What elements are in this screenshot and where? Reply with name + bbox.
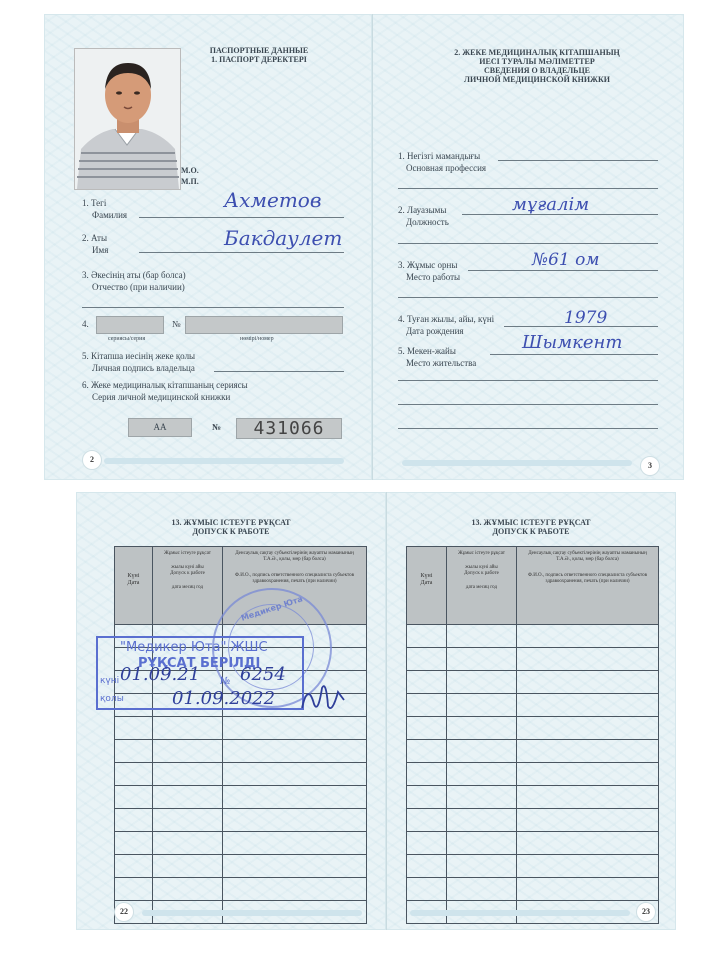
table-cell — [447, 809, 517, 832]
table-cell — [407, 878, 447, 901]
table-cell — [407, 763, 447, 786]
page-2 — [44, 14, 372, 480]
col-permit-date-ru: дата месяц год — [171, 585, 204, 590]
birthdate-ru-label: Дата рождения — [406, 326, 464, 336]
bottom-spread-gutter — [386, 492, 387, 930]
surname-ru-label: Фамилия — [92, 210, 128, 220]
col-specialist-ru: Ф.И.О., подпись ответственного специалиста субъектов здравоохранения, печать (при наличии) — [528, 573, 647, 584]
passport-number-box — [185, 316, 343, 334]
page-footer-band — [142, 910, 362, 916]
col-date-kz: Күні — [420, 573, 433, 579]
page-header-line4: ЛИЧНОЙ МЕДИЦИНСКОЙ КНИЖКИ — [463, 75, 610, 84]
table-cell — [407, 855, 447, 878]
profession-line-2 — [398, 188, 658, 189]
signature-ru-label: Личная подпись владельца — [92, 363, 195, 373]
table-cell — [153, 763, 223, 786]
table-cell — [517, 694, 659, 717]
table-cell — [407, 809, 447, 832]
table-cell — [153, 855, 223, 878]
book-series-kz-label: 6. Жеке медициналық кітапшаның сериясы — [82, 380, 248, 390]
table-cell — [447, 648, 517, 671]
residence-kz-label: 5. Мекен-жайы — [398, 346, 456, 356]
patronymic-line — [82, 307, 344, 308]
round-stamp-text: Медикер Юта — [239, 594, 304, 623]
profession-kz-label: 1. Негізгі мамандығы — [398, 151, 481, 161]
table-cell — [447, 832, 517, 855]
page-3 — [372, 14, 684, 480]
table-cell — [115, 878, 153, 901]
col-permit-ru: Допуск к работе — [170, 571, 205, 576]
patronymic-ru-label: Отчество (при наличии) — [92, 282, 185, 292]
passport-series-box — [96, 316, 164, 334]
table-cell — [517, 740, 659, 763]
stamp-no-value: 6254 — [240, 664, 286, 685]
signature-scribble-icon — [298, 678, 348, 718]
table-cell — [447, 878, 517, 901]
table-cell — [447, 694, 517, 717]
page-header-ru: ДОПУСК К РАБОТЕ — [492, 527, 570, 536]
birthdate-value: 1979 — [564, 308, 608, 328]
table-cell — [223, 740, 367, 763]
table-cell — [407, 648, 447, 671]
table-cell — [153, 786, 223, 809]
name-line — [139, 252, 344, 253]
table-cell — [407, 625, 447, 648]
page-header-ru: ДОПУСК К РАБОТЕ — [192, 527, 270, 536]
workplace-kz-label: 3. Жұмыс орны — [398, 260, 458, 270]
table-cell — [115, 763, 153, 786]
table-cell — [517, 717, 659, 740]
table-cell — [517, 855, 659, 878]
table-cell — [115, 832, 153, 855]
table-cell — [223, 717, 367, 740]
table-cell — [447, 786, 517, 809]
stamp-sign-value: 01.09.2022 — [172, 688, 276, 709]
stamp-day-value: 01.09.21 — [120, 664, 201, 685]
col-permit-header — [153, 547, 223, 625]
stamp-line-1: "Медикер Юта" ЖШС — [120, 640, 268, 655]
col-specialist-kz: Денсаулық сақтау субъектілерінің жауапты маманының Т.А.Ә., қолы, мөр (бар болса) — [235, 551, 354, 562]
table-cell — [407, 717, 447, 740]
position-value: мұғалім — [512, 194, 590, 215]
workplace-line-2 — [398, 297, 658, 298]
name-value: Бакдаулет — [224, 226, 343, 250]
owner-photo — [74, 48, 181, 190]
passport-label: 4. — [82, 319, 89, 329]
page-22 — [76, 492, 386, 930]
col-date-header — [115, 547, 153, 625]
table-cell — [153, 878, 223, 901]
residence-line-4 — [398, 428, 658, 429]
page-header-kz: 1. ПАСПОРТ ДЕРЕКТЕРІ — [211, 55, 307, 64]
col-specialist-header — [517, 547, 659, 625]
table-cell — [447, 671, 517, 694]
table-cell — [115, 809, 153, 832]
residence-value: Шымкент — [522, 332, 623, 353]
table-cell — [517, 786, 659, 809]
table-cell — [517, 878, 659, 901]
table-cell — [223, 832, 367, 855]
mp-kz-label: М.О. — [181, 166, 199, 175]
page-header-kz: 13. ЖҰМЫС ІСТЕУГЕ РҰҚСАТ — [171, 518, 291, 527]
table-cell — [223, 878, 367, 901]
residence-line-1 — [490, 354, 658, 355]
table-cell — [447, 717, 517, 740]
residence-ru-label: Место жительства — [406, 358, 477, 368]
stamp-line-2: РҰҚСАТ БЕРІЛДІ — [138, 656, 261, 671]
page-footer-band — [410, 910, 630, 916]
page-number: 22 — [114, 902, 134, 922]
name-kz-label: 2. Аты — [82, 233, 108, 243]
series-caption: сериясы/серия — [108, 336, 146, 342]
page-header-line3: СВЕДЕНИЯ О ВЛАДЕЛЬЦЕ — [483, 66, 591, 75]
page-footer-band — [402, 460, 632, 466]
page-header-ru: ПАСПОРТНЫЕ ДАННЫЕ — [209, 46, 309, 55]
col-permit-kz: Жұмыс істеуге рұқсат — [458, 551, 505, 556]
book-no-sign: № — [212, 422, 222, 432]
birthdate-kz-label: 4. Туған жылы, айы, күні — [398, 314, 495, 324]
mp-ru-label: М.П. — [181, 177, 199, 186]
profession-line-1 — [498, 160, 658, 161]
book-number-box: 431066 — [236, 418, 342, 439]
workplace-ru-label: Место работы — [406, 272, 461, 282]
table-cell — [115, 855, 153, 878]
table-cell — [447, 763, 517, 786]
passport-no-sign: № — [172, 319, 181, 329]
table-cell — [153, 832, 223, 855]
page-header-line2: ИЕСІ ТУРАЛЫ МӘЛІМЕТТЕР — [479, 57, 595, 66]
col-permit-kz: Жұмыс істеуге рұқсат — [164, 551, 211, 556]
table-cell — [223, 855, 367, 878]
table-cell — [223, 763, 367, 786]
top-spread-gutter — [372, 14, 373, 480]
signature-line — [214, 371, 344, 372]
table-cell — [153, 809, 223, 832]
page-number: 3 — [640, 456, 660, 476]
patronymic-kz-label: 3. Әкесінің аты (бар болса) — [82, 270, 186, 280]
table-cell — [407, 832, 447, 855]
stamp-day-label: күні — [100, 676, 120, 686]
page-number: 2 — [82, 450, 102, 470]
col-permit-date-ru: дата месяц год — [465, 585, 498, 590]
person-photo-icon — [75, 49, 180, 189]
table-cell — [447, 855, 517, 878]
col-specialist-kz: Денсаулық сақтау субъектілерінің жауапты маманының Т.А.Ә., қолы, мөр (бар болса) — [528, 551, 647, 562]
page-23 — [386, 492, 676, 930]
stamp-sign-label: қолы — [100, 694, 124, 704]
col-date-ru: Дата — [127, 580, 140, 586]
col-permit-ru: Допуск к работе — [464, 571, 499, 576]
table-cell — [517, 671, 659, 694]
table-cell — [115, 717, 153, 740]
profession-ru-label: Основная профессия — [406, 163, 487, 173]
table-cell — [447, 625, 517, 648]
page-number: 23 — [636, 902, 656, 922]
book-series-ru-label: Серия личной медицинской книжки — [92, 392, 231, 402]
page-footer-band — [104, 458, 344, 464]
surname-value: Ахметов — [224, 188, 322, 212]
table-cell — [447, 740, 517, 763]
workplace-line-1 — [468, 270, 658, 271]
table-cell — [517, 763, 659, 786]
book-series-box: АА — [128, 418, 192, 437]
table-cell — [115, 786, 153, 809]
col-permit-date-kz: жылы күні айы — [465, 565, 498, 570]
col-date-header — [407, 547, 447, 625]
position-line-2 — [398, 243, 658, 244]
table-cell — [407, 671, 447, 694]
col-specialist-ru: Ф.И.О., подпись ответственного специалиста субъектов здравоохранения, печать (при наличии) — [235, 573, 354, 584]
name-ru-label: Имя — [92, 245, 109, 255]
table-cell — [407, 694, 447, 717]
page-header-line1: 2. ЖЕКЕ МЕДИЦИНАЛЫҚ КІТАПШАНЫҢ — [454, 48, 620, 57]
col-permit-header — [447, 547, 517, 625]
workplace-value: №61 ом — [532, 250, 600, 270]
residence-line-2 — [398, 380, 658, 381]
position-kz-label: 2. Лауазымы — [398, 205, 447, 215]
signature-kz-label: 5. Кітапша иесінің жеке қолы — [82, 351, 196, 361]
table-cell — [153, 740, 223, 763]
col-date-ru: Дата — [420, 580, 433, 586]
table-cell — [407, 786, 447, 809]
table-cell — [115, 740, 153, 763]
table-cell — [223, 786, 367, 809]
page-header-kz: 13. ЖҰМЫС ІСТЕУГЕ РҰҚСАТ — [471, 518, 591, 527]
table-cell — [517, 832, 659, 855]
table-cell — [517, 809, 659, 832]
number-caption: нөмірі/номер — [240, 336, 274, 342]
col-permit-date-kz: жылы күні айы — [171, 565, 204, 570]
stamp-no-label: № — [220, 676, 231, 687]
work-permit-table — [406, 546, 659, 924]
residence-line-3 — [398, 404, 658, 405]
table-cell — [517, 625, 659, 648]
table-cell — [407, 740, 447, 763]
surname-kz-label: 1. Тегі — [82, 198, 107, 208]
position-ru-label: Должность — [406, 217, 449, 227]
table-cell — [223, 809, 367, 832]
table-cell — [153, 717, 223, 740]
surname-line — [139, 217, 344, 218]
col-date-kz: Күні — [127, 573, 140, 579]
table-cell — [517, 648, 659, 671]
